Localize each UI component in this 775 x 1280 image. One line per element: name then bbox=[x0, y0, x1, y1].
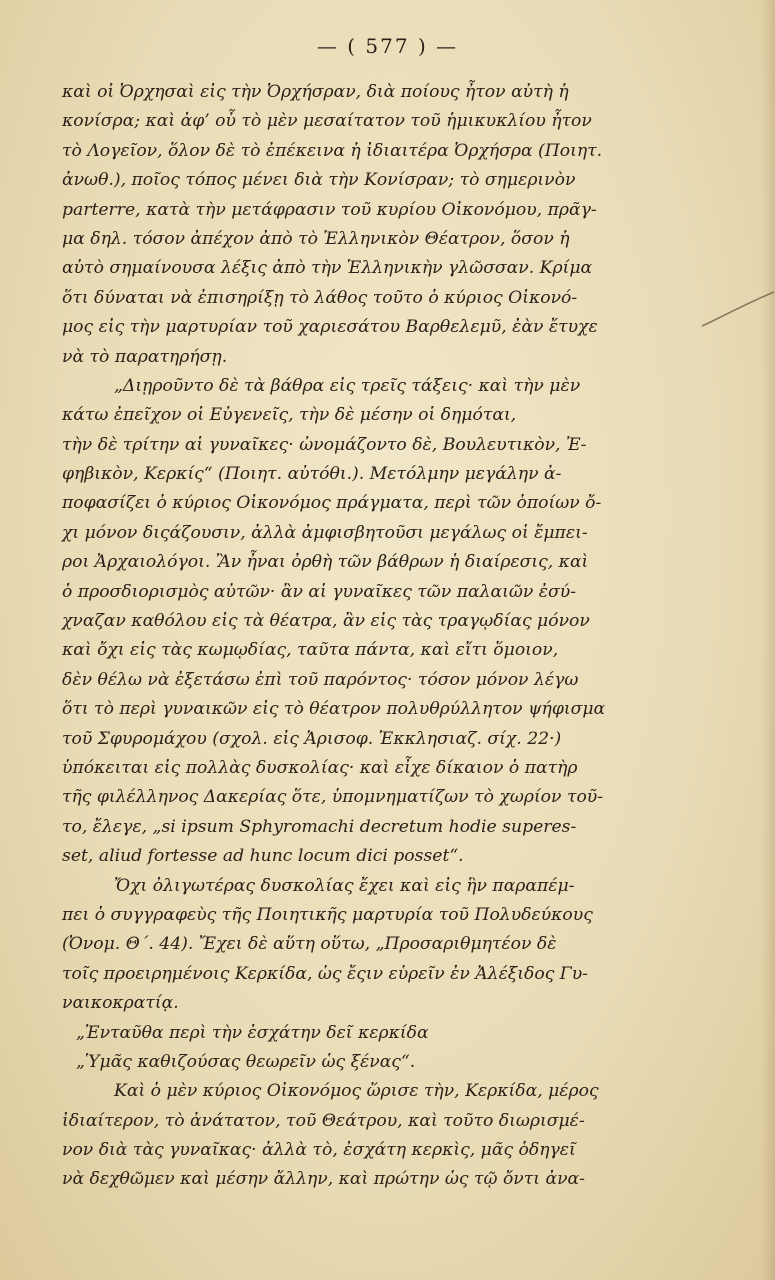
text-line: ὅτι τὸ περὶ γυναικῶν εἰς τὸ θέατρον πολυθρύλλητον ψήφισμα bbox=[62, 699, 606, 720]
text-line: τοῖς προειρημένοις Κερκίδα, ὡς ἔςιν εὑρεῖν ἐν Ἀλέξιδος Γυ- bbox=[62, 963, 588, 984]
page-number: — ( 577 ) — bbox=[316, 34, 459, 58]
quote-line: „Ἐνταῦθα περὶ τὴν ἐσχάτην δεῖ κερκίδα bbox=[76, 1022, 429, 1043]
text-line: δὲν θέλω νὰ ἐξετάσω ἐπὶ τοῦ παρόντος· τόσον μόνον λέγω bbox=[62, 669, 579, 690]
text-line: „Διῃροῦντο δὲ τὰ βάθρα εἰς τρεῖς τάξεις· καὶ τὴν μὲν bbox=[114, 375, 581, 396]
text-line: τὴν δὲ τρίτην αἱ γυναῖκες· ὠνομάζοντο δὲ, Βουλευτικὸν, Ἐ- bbox=[62, 434, 587, 455]
pencil-mark bbox=[700, 290, 775, 330]
text-line: κάτω ἐπεῖχον οἱ Εὐγενεῖς, τὴν δὲ μέσην οἱ δημόται, bbox=[62, 405, 517, 426]
text-line: μος εἰς τὴν μαρτυρίαν τοῦ χαριεσάτου Βαρθελεμῦ, ἐὰν ἔτυχε bbox=[62, 317, 598, 338]
text-line: ὑπόκειται εἰς πολλὰς δυσκολίας· καὶ εἶχε δίκαιον ὁ πατὴρ bbox=[62, 757, 578, 778]
text-line: νον διὰ τὰς γυναῖκας· ἀλλὰ τὸ, ἐσχάτη κερκὶς, μᾶς ὁδηγεῖ bbox=[62, 1140, 576, 1161]
text-line: set, aliud fortesse ad hunc locum dici posset“. bbox=[62, 846, 464, 867]
text-line: ποφασίζει ὁ κύριος Οἰκονόμος πράγματα, περὶ τῶν ὁποίων ὄ- bbox=[62, 493, 602, 514]
text-line: τῆς φιλέλληνος Δακερίας ὅτε, ὑπομνηματίζων τὸ χωρίον τοῦ- bbox=[62, 787, 604, 808]
text-line: ὁ προσδιορισμὸς αὐτῶν· ἂν αἱ γυναῖκες τῶν παλαιῶν ἐσύ- bbox=[62, 581, 577, 602]
text-line: αὐτὸ σημαίνουσα λέξις ἀπὸ τὴν Ἑλληνικὴν γλῶσσαν. Κρίμα bbox=[62, 258, 593, 279]
text-line: ὅτι δύναται νὰ ἐπισηρίξῃ τὸ λάθος τοῦτο ὁ κύριος Οἰκονό- bbox=[62, 287, 578, 308]
text-line: πει ὁ συγγραφεὺς τῆς Ποιητικῆς μαρτυρία τοῦ Πολυδεύκους bbox=[62, 904, 593, 925]
body-text bbox=[62, 78, 712, 1195]
text-line: νὰ τὸ παρατηρήσῃ. bbox=[62, 346, 228, 367]
text-line: μα δηλ. τόσον ἀπέχον ἀπὸ τὸ Ἑλληνικὸν Θέατρον, ὅσον ἡ bbox=[62, 228, 570, 249]
text-line: ἀνωθ.), ποῖος τόπος μένει διὰ τὴν Κονίσραν; τὸ σημερινὸν bbox=[62, 170, 576, 191]
text-line: parterre, κατὰ τὴν μετάφρασιν τοῦ κυρίου Οἰκονόμου, πρᾶγ- bbox=[62, 199, 597, 220]
text-line: φηβικὸν, Κερκίς“ (Ποιητ. αὐτόθι.). Μετόλμην μεγάλην ἀ- bbox=[62, 464, 562, 485]
text-line: καὶ ὄχι εἰς τὰς κωμῳδίας, ταῦτα πάντα, καὶ εἴτι ὅμοιον, bbox=[62, 640, 559, 661]
text-line: ροι Ἀρχαιολόγοι. Ἂν ἦναι ὀρθὴ τῶν βάθρων ἡ διαίρεσις, καὶ bbox=[62, 552, 589, 573]
text-line: ἰδιαίτερον, τὸ ἀνάτατον, τοῦ Θεάτρου, καὶ τοῦτο διωρισμέ- bbox=[62, 1110, 585, 1131]
text-line: ναικοκρατίᾳ. bbox=[62, 993, 179, 1014]
text-line: Ὄχι ὀλιγωτέρας δυσκολίας ἔχει καὶ εἰς ἣν παραπέμ- bbox=[114, 875, 575, 896]
text-line: Καὶ ὁ μὲν κύριος Οἰκονόμος ὥρισε τὴν, Κερκίδα, μέρος bbox=[114, 1081, 599, 1102]
text-line: τοῦ Σφυρομάχου (σχολ. εἰς Ἀρισοφ. Ἐκκλησιαζ. σίχ. 22·) bbox=[62, 728, 562, 749]
text-line: χι μόνον διςάζουσιν, ἀλλὰ ἀμφισβητοῦσι μεγάλως οἱ ἔμπει- bbox=[62, 522, 588, 543]
text-line: τὸ Λογεῖον, ὅλον δὲ τὸ ἐπέκεινα ἡ ἰδιαιτέρα Ὀρχήσρα (Ποιητ. bbox=[62, 140, 603, 161]
text-line: (Ὀνομ. Θ΄. 44). Ἔχει δὲ αὕτη οὕτω, „Προσαριθμητέον δὲ bbox=[62, 934, 557, 955]
quote-line: „Ὑμᾶς καθιζούσας θεωρεῖν ὡς ξένας“. bbox=[76, 1051, 416, 1072]
text-line: νὰ δεχθῶμεν καὶ μέσην ἄλλην, καὶ πρώτην ὡς τῷ ὄντι ἀνα- bbox=[62, 1169, 585, 1190]
text-line: χναζαν καθόλου εἰς τὰ θέατρα, ἂν εἰς τὰς τραγῳδίας μόνον bbox=[62, 611, 590, 632]
text-line: κονίσρα; καὶ ἀφ’ οὗ τὸ μὲν μεσαίτατον τοῦ ἡμικυκλίου ἦτον bbox=[62, 111, 592, 132]
text-line: καὶ οἱ Ὀρχησαὶ εἰς τὴν Ὀρχήσραν, διὰ ποίους ἦτον αὐτὴ ἡ bbox=[62, 82, 569, 102]
page-edge-shadow bbox=[761, 0, 775, 1280]
text-line: το, ἔλεγε, „si ipsum Sphyromachi decretum hodie superes- bbox=[62, 816, 577, 837]
